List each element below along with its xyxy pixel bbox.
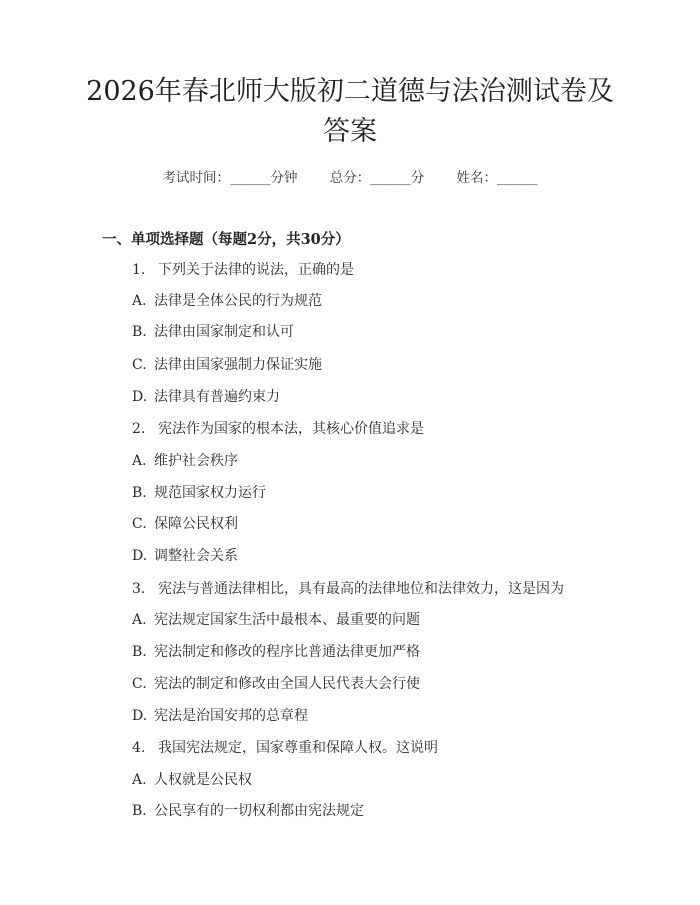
option-letter: D. <box>132 548 148 564</box>
answer-option <box>132 355 322 375</box>
option-letter: C. <box>132 516 147 532</box>
option-text: 法律由国家强制力保证实施 <box>154 357 322 373</box>
option-letter: D. <box>132 389 148 405</box>
answer-option <box>132 610 420 630</box>
option-text: 宪法是治国安邦的总章程 <box>154 708 308 724</box>
question-stem <box>132 419 424 439</box>
question-text: 宪法作为国家的根本法，其核心价值追求是 <box>158 421 424 437</box>
option-text: 保障公民权利 <box>154 516 238 532</box>
document-title: 2026年春北师大版初二道德与法治测试卷及答案 <box>86 76 614 147</box>
option-letter: A. <box>132 293 147 309</box>
question-number: 1. <box>132 262 146 278</box>
option-text: 规范国家权力运行 <box>154 485 266 501</box>
name-field: 姓名：______ <box>456 170 538 186</box>
question-number: 4. <box>132 740 146 756</box>
answer-option <box>132 322 294 342</box>
option-letter: C. <box>132 676 147 692</box>
question-stem <box>132 738 438 758</box>
option-letter: B. <box>132 485 147 501</box>
answer-option <box>132 770 252 790</box>
answer-option <box>132 642 420 662</box>
answer-option <box>132 706 308 726</box>
question-stem <box>132 260 354 280</box>
answer-option <box>132 801 364 821</box>
option-text: 调整社会关系 <box>154 548 238 564</box>
option-text: 维护社会秩序 <box>154 453 238 469</box>
answer-option <box>132 674 420 694</box>
answer-option <box>132 451 238 471</box>
option-text: 法律具有普遍约束力 <box>154 389 280 405</box>
option-letter: C. <box>132 357 147 373</box>
option-letter: A. <box>132 453 147 469</box>
question-text: 宪法与普通法律相比，具有最高的法律地位和法律效力，这是因为 <box>158 581 564 597</box>
answer-option <box>132 387 280 407</box>
option-letter: D. <box>132 708 148 724</box>
question-text: 下列关于法律的说法，正确的是 <box>158 262 354 278</box>
answer-option <box>132 483 266 503</box>
option-text: 法律由国家制定和认可 <box>154 324 294 340</box>
option-letter: B. <box>132 803 147 819</box>
option-text: 公民享有的一切权利都由宪法规定 <box>154 803 364 819</box>
option-text: 宪法制定和修改的程序比普通法律更加严格 <box>154 644 420 660</box>
answer-option <box>132 514 238 534</box>
total-score-field: 总分：______分 <box>329 170 425 186</box>
option-text: 人权就是公民权 <box>154 772 252 788</box>
option-letter: B. <box>132 324 147 340</box>
answer-option <box>132 546 238 566</box>
section-heading: 一、单项选择题（每题2分，共30分） <box>102 231 350 248</box>
option-letter: A. <box>132 772 147 788</box>
option-text: 宪法规定国家生活中最根本、最重要的问题 <box>154 612 420 628</box>
option-letter: A. <box>132 612 147 628</box>
question-text: 我国宪法规定，国家尊重和保障人权。这说明 <box>158 740 438 756</box>
exam-time-field: 考试时间：______分钟 <box>162 170 298 186</box>
question-stem <box>132 579 564 599</box>
question-number: 2. <box>132 421 146 437</box>
option-text: 宪法的制定和修改由全国人民代表大会行使 <box>154 676 420 692</box>
option-letter: B. <box>132 644 147 660</box>
option-text: 法律是全体公民的行为规范 <box>154 293 322 309</box>
question-number: 3. <box>132 581 146 597</box>
answer-option <box>132 291 322 311</box>
exam-info-line <box>0 168 700 188</box>
